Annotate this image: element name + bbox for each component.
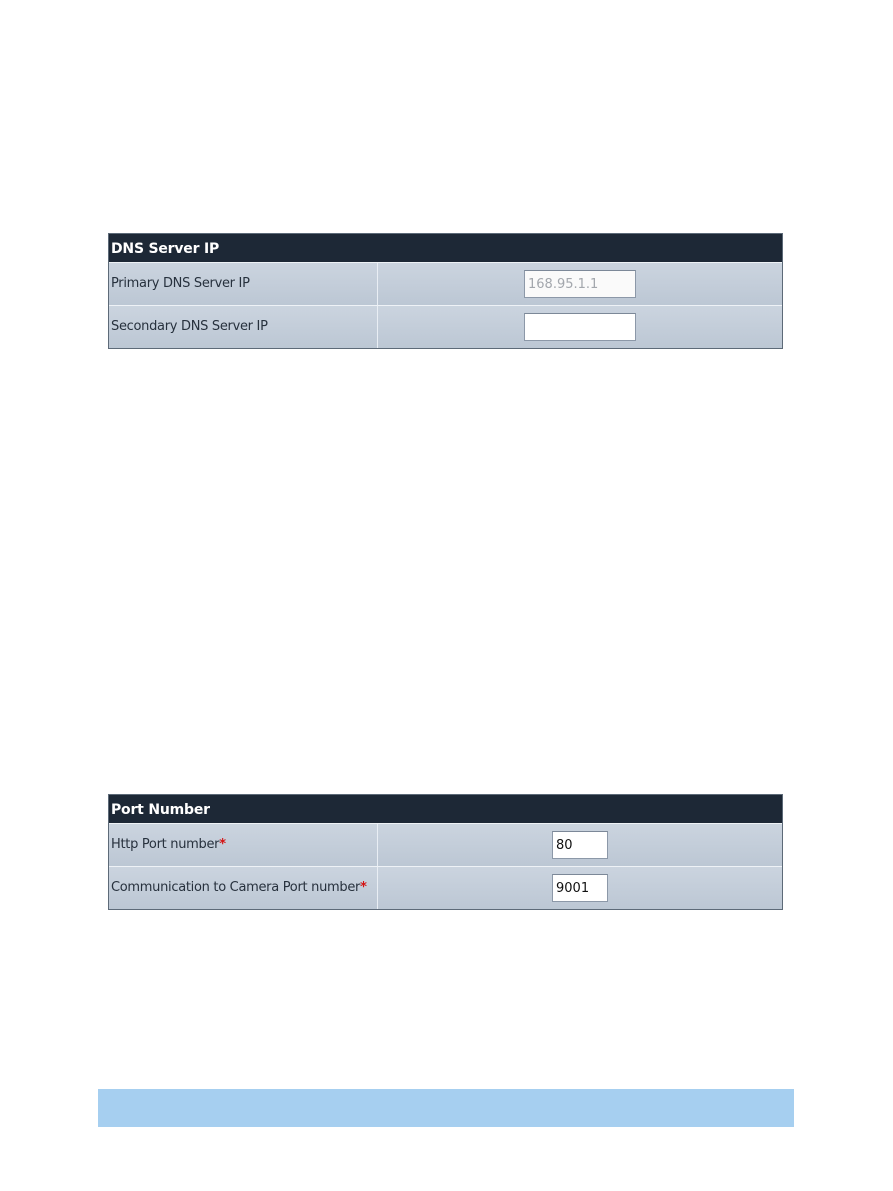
secondary-dns-input[interactable]: [524, 313, 636, 341]
primary-dns-row: [109, 262, 782, 305]
http-port-label: Http Port number: [111, 837, 220, 852]
http-port-label-cell: [109, 824, 378, 866]
port-number-panel: [108, 794, 783, 910]
footer-bar: [98, 1089, 794, 1127]
secondary-dns-row: [109, 305, 782, 348]
camera-port-input[interactable]: [552, 874, 608, 902]
dns-server-ip-panel: [108, 233, 783, 349]
camera-port-label: Communication to Camera Port number: [111, 880, 361, 895]
dns-server-ip-header: DNS Server IP: [109, 234, 782, 262]
primary-dns-label: Primary DNS Server IP: [109, 263, 378, 305]
secondary-dns-label: Secondary DNS Server IP: [109, 306, 378, 348]
camera-port-label-cell: [109, 867, 378, 909]
camera-port-required-mark: *: [360, 880, 367, 895]
camera-port-row: [109, 866, 782, 909]
http-port-required-mark: *: [219, 837, 226, 852]
port-number-header: Port Number: [109, 795, 782, 823]
http-port-input[interactable]: [552, 831, 608, 859]
http-port-row: [109, 823, 782, 866]
primary-dns-input[interactable]: [524, 270, 636, 298]
